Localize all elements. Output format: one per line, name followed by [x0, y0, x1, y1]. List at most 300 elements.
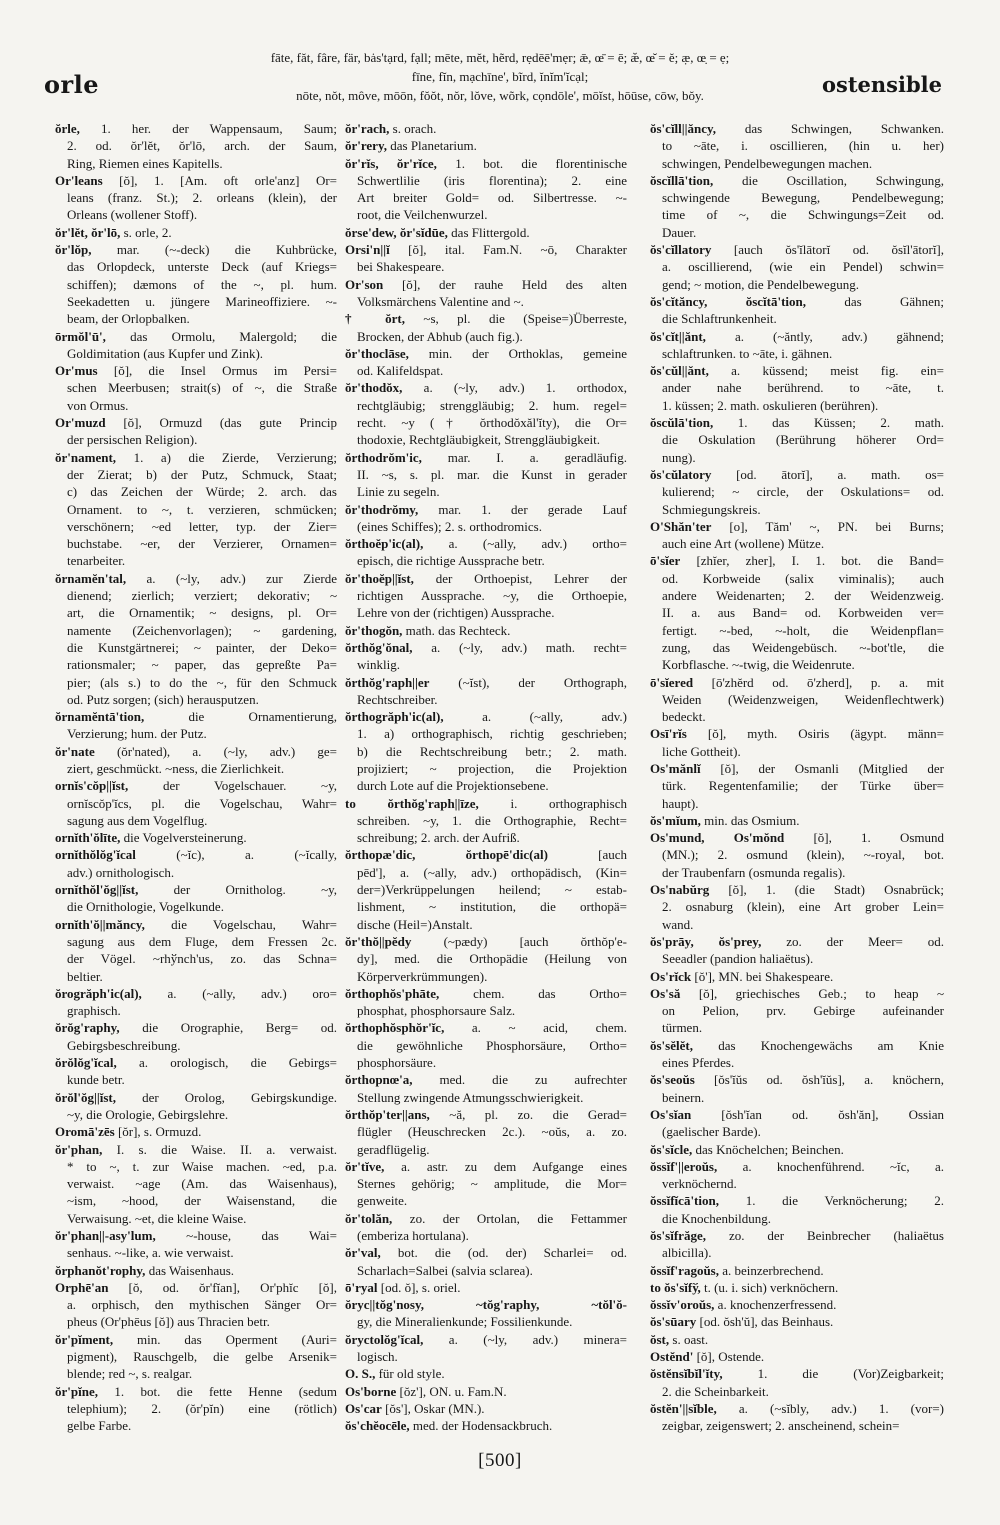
- headword: Oromā'zēs: [55, 1124, 115, 1140]
- entry-text: chem. das Ortho=: [473, 985, 627, 1001]
- entry-text: [ŏsh'ĭan od. ŏsh'ăn], Ossian: [721, 1106, 944, 1122]
- headword: ornĭthŏl'ŏg||ĭst,: [55, 882, 139, 898]
- dictionary-entry: [345, 1106, 627, 1158]
- headword: ŏr'thŏ||pĕdy: [345, 933, 412, 949]
- entry-text: (~ĭst), der Orthograph,: [458, 674, 627, 690]
- dictionary-entry: [650, 1331, 944, 1348]
- entry-line: b) die Rechtschreibung betr.; 2. math.: [357, 743, 627, 759]
- entry-line: der Vögel. ~rhўnch'us, zo. das Schna=: [67, 951, 337, 967]
- entry-text: a. küssend; meist fig. ein=: [731, 363, 945, 379]
- entry-text: mar. I. a. geradläufig.: [447, 449, 627, 465]
- dictionary-entry: [650, 1227, 944, 1262]
- headword: ŏrnamĕn'tal,: [55, 570, 127, 586]
- dictionary-entry: [650, 466, 944, 518]
- dictionary-entry: [345, 639, 627, 674]
- entry-text: a. (~ally, adv.) ortho=: [448, 536, 628, 552]
- entry-text: i. orthographisch: [510, 795, 627, 811]
- entry-line: die Knochenbildung.: [662, 1210, 772, 1226]
- headword: Os'sĭan: [650, 1106, 692, 1122]
- entry-line: Dauer.: [662, 224, 697, 240]
- entry-first-line: [55, 414, 337, 431]
- headword: ŏrthogrăph'ic(al),: [345, 709, 444, 725]
- entry-text: [ŏ], der rauhe Held des alten: [401, 276, 628, 292]
- entry-text: die Orographie, Berg= od.: [142, 1020, 338, 1036]
- entry-line: der Zierat; b) der Putz, Schmuck, Staat;: [67, 466, 337, 482]
- headword: Os'să: [650, 985, 681, 1001]
- entry-line: Ornament. to ~, t. verzieren, schmücken;: [67, 501, 337, 517]
- entry-text: s. oast.: [672, 1331, 709, 1347]
- entry-line: liche Gottheit).: [662, 743, 741, 759]
- entry-line: rechtgläubig; strenggläubig; 2. hum. regel=: [357, 397, 627, 413]
- entry-line: die gewöhnliche Phosphorsäure, Ortho=: [357, 1037, 627, 1053]
- headword: Or'mus: [55, 363, 98, 379]
- dictionary-entry: [55, 881, 337, 916]
- entry-first-line: [345, 795, 627, 812]
- dictionary-entry: [55, 1331, 337, 1383]
- entry-first-line: [650, 674, 944, 691]
- dictionary-entry: [345, 241, 627, 276]
- dictionary-entry: [55, 1089, 337, 1124]
- headword: ŏs'cŭl||ănt,: [650, 363, 709, 379]
- dictionary-entry: [345, 155, 627, 224]
- entry-first-line: [55, 449, 337, 466]
- entry-line: Linie zu segeln.: [357, 484, 440, 500]
- entry-text: [ŏr], s. Ormuzd.: [117, 1124, 202, 1140]
- dictionary-entry: [345, 345, 627, 380]
- dictionary-entry: [650, 812, 944, 829]
- entry-text: für old style.: [378, 1366, 445, 1382]
- entry-line: od. Korbweide (salix viminalis); auch: [662, 570, 944, 586]
- headword: ŏrnamĕntā'tion,: [55, 709, 145, 725]
- headword: ŏryctolŏg'ĭcal,: [345, 1331, 424, 1347]
- entry-first-line: [345, 1244, 627, 1261]
- entry-line: richtigen Aussprache. ~y, die Orthoepie,: [357, 588, 627, 604]
- headword: ŏrŏl'ŏg||ĭst,: [55, 1089, 116, 1105]
- entry-text: das Knöchelchen; Beinchen.: [695, 1141, 844, 1157]
- entry-line: Goldimitation (aus Kupfer und Zink).: [67, 345, 264, 361]
- entry-first-line: [55, 172, 337, 189]
- entry-line: schen Meerbusen; strait(s) of ~, die Straße: [67, 380, 337, 396]
- dictionary-entry: [345, 622, 627, 639]
- entry-line: die Ornithologie, Vogelkunde.: [67, 899, 224, 915]
- dictionary-entry: [650, 881, 944, 933]
- entry-text: [ŏ], griechisches Geb.; to heap ~: [698, 985, 944, 1001]
- entry-line: a. orphisch, den mythischen Sänger Or=: [67, 1297, 337, 1313]
- headword: Orphē'an: [55, 1279, 109, 1295]
- dictionary-entry: [650, 1313, 944, 1330]
- entry-first-line: [650, 120, 944, 137]
- entry-text: a. (~ly, adv.) zur Zierde: [146, 570, 337, 586]
- dictionary-entry: [55, 1141, 337, 1227]
- entry-text: 1. bot. die florentinische: [455, 155, 627, 171]
- dictionary-entry: [650, 829, 944, 881]
- entry-text: ~ă, pl. zo. die Gerad=: [449, 1106, 628, 1122]
- entry-first-line: [55, 224, 337, 241]
- entry-line: zeigbar, zeigenswert; 2. anscheinend, schein=: [662, 1418, 900, 1434]
- headword: ŏst,: [650, 1331, 670, 1347]
- headword: ō'ryal: [345, 1279, 378, 1295]
- entry-first-line: [345, 501, 627, 518]
- entry-first-line: [55, 1331, 337, 1348]
- dictionary-entry: [55, 846, 337, 881]
- headword: Os'mănlĭ: [650, 760, 701, 776]
- page-number: [500]: [478, 1450, 522, 1471]
- dictionary-entry: [650, 1071, 944, 1106]
- dictionary-entry: [345, 276, 627, 311]
- dictionary-entry: [55, 1227, 337, 1262]
- entry-text: mar. 1. der gerade Lauf: [438, 501, 628, 517]
- entry-line: pheus (Or'phēus [ŏ]) aus Thracien betr.: [67, 1314, 270, 1330]
- entry-line: albicilla).: [662, 1245, 712, 1261]
- entry-line: ~ism, ~hood, der Waisenstand, die: [67, 1193, 337, 1209]
- entry-line: der persischen Religion).: [67, 432, 198, 448]
- entry-line: pēd'], a. (~ally, adv.) orthopädisch, (Kin=: [357, 864, 627, 880]
- dictionary-entry: [55, 1279, 337, 1331]
- entry-line: zung, das Weidengebüsch. ~-bot'tle, die: [662, 639, 944, 655]
- entry-line: schwingen, Pendelbewegungen machen.: [662, 155, 873, 171]
- entry-line: 2. osnaburg (klein), eine Art grober Lein=: [662, 899, 944, 915]
- entry-text: [ŏ], Ormuzd (das gute Princip: [123, 415, 337, 431]
- entry-text: (~pædy) [auch ŏrthŏp'e-: [443, 933, 627, 949]
- dictionary-entry: [55, 241, 337, 327]
- entry-text: [ŏs'], Oskar (MN.).: [385, 1400, 485, 1416]
- entry-text: der Orthoepist, Lehrer der: [435, 570, 627, 586]
- entry-text: med. der Hodensackbruch.: [412, 1418, 553, 1434]
- entry-text: [zhĭer, zher], I. 1. bot. die Band=: [696, 553, 944, 569]
- entry-line: sagung aus dem Fluge, dem Fressen 2c.: [67, 933, 337, 949]
- entry-line: bei Shakespeare.: [357, 259, 445, 275]
- entry-text: zo. der Meer= od.: [786, 933, 944, 949]
- entry-text: [od. ŏ], s. oriel.: [380, 1279, 461, 1295]
- entry-line: ~y, die Orologie, Gebirgslehre.: [67, 1106, 229, 1122]
- entry-first-line: [55, 120, 337, 137]
- entry-line: beinern.: [662, 1089, 705, 1105]
- entry-text: zo. der Beinbrecher (haliaëtus: [728, 1228, 944, 1243]
- entry-first-line: [650, 1365, 944, 1382]
- dictionary-entry: [55, 120, 337, 172]
- headword: ŏs'cĭll||ăncy,: [650, 121, 717, 136]
- dictionary-entry: [650, 1262, 944, 1279]
- headword: ŏs'prāy, ŏs'prey,: [650, 933, 762, 949]
- dictionary-entry: [55, 985, 337, 1020]
- dictionary-entry: [345, 501, 627, 536]
- headword: Os'car: [345, 1400, 382, 1416]
- dictionary-entry: [650, 1192, 944, 1227]
- entry-text: 1. bot. die fette Henne (sedum: [114, 1383, 337, 1399]
- entry-text: zo. der Ortolan, die Fettammer: [409, 1210, 628, 1226]
- entry-line: haupt).: [662, 795, 699, 811]
- entry-text: [ŏ], myth. Osiris (ägypt. männ=: [707, 726, 944, 742]
- entry-line: genweite.: [357, 1193, 408, 1209]
- dictionary-entry: [55, 172, 337, 224]
- entry-line: sagung aus dem Vogelflug.: [67, 812, 208, 828]
- entry-line: auch eine Art (wollene) Mütze.: [662, 536, 825, 552]
- dictionary-entry: [345, 846, 627, 932]
- entry-text: (~ĭc), a. (~ĭcally,: [176, 847, 337, 863]
- entry-text: bot. die (od. der) Scharlei= od.: [397, 1245, 627, 1261]
- entry-line: rationsmaler; ~ paper, das gepreßte Pa=: [67, 657, 337, 673]
- entry-first-line: [650, 241, 944, 258]
- dictionary-entry: [345, 1244, 627, 1279]
- headword: ŏrse'dew, ŏr'sĭdūe,: [345, 224, 448, 240]
- entry-text: a. beinzerbrechend.: [722, 1262, 824, 1278]
- running-head-last-word: ostensible: [822, 72, 942, 97]
- headword: Orsi'n||ĭ: [345, 242, 390, 258]
- dictionary-entry: [55, 224, 337, 241]
- entry-first-line: [345, 1106, 627, 1123]
- entry-first-line: [650, 725, 944, 742]
- entry-line: recht. ~y († ŏrthodŏxăl'ĭty), die Or=: [357, 415, 627, 431]
- entry-first-line: [650, 1331, 944, 1348]
- entry-text: die Vogelversteinerung.: [123, 830, 247, 846]
- entry-first-line: [345, 137, 627, 154]
- entry-first-line: [650, 328, 944, 345]
- entry-text: t. (u. i. sich) verknöchern.: [703, 1279, 839, 1295]
- dictionary-entry: [55, 570, 337, 708]
- entry-text: mar. (~-deck) die Kuhbrücke,: [116, 242, 337, 258]
- entry-first-line: [650, 1158, 944, 1175]
- entry-first-line: [650, 1037, 944, 1054]
- pronunciation-key-line: fāte, făt, fâre, fär, bȧs'tạrd, fạll; mēte, mĕt, hẽrd, rẹdēē'mẹr; ǣ, œ̄ = ē; æ̆, œ̆ = ĕ; æ̣, œ̣ = ẹ;: [270, 50, 730, 65]
- entry-first-line: [345, 1071, 627, 1088]
- headword: ŏs'chĕocēle,: [345, 1418, 410, 1434]
- entry-text: min. das Operment (Auri=: [137, 1331, 338, 1347]
- dictionary-entry: [345, 1158, 627, 1210]
- dictionary-entry: [55, 362, 337, 414]
- headword: to ŏrthŏg'raph||īze,: [345, 795, 479, 811]
- entry-text: ~-house, das Wai=: [186, 1228, 337, 1243]
- entry-text: die Oscillation, Schwingung,: [742, 172, 945, 188]
- entry-line: Korbflasche. ~-twig, die Weidenrute.: [662, 657, 855, 673]
- dictionary-column-3: [650, 120, 944, 1435]
- headword: ŏscĭllā'tion,: [650, 172, 714, 188]
- headword: ŏr'tolăn,: [345, 1210, 393, 1226]
- entry-first-line: [55, 846, 337, 863]
- dictionary-entry: [55, 449, 337, 570]
- headword: ŏr'rery,: [345, 138, 387, 154]
- entry-line: Gebirgsbeschreibung.: [67, 1037, 181, 1053]
- dictionary-entry: [55, 829, 337, 846]
- entry-first-line: [345, 310, 627, 327]
- entry-line: 2. die Scheinbarkeit.: [662, 1383, 769, 1399]
- entry-first-line: [650, 1262, 944, 1279]
- headword: ŏrthoĕp'ic(al),: [345, 536, 424, 552]
- entry-first-line: [650, 414, 944, 431]
- headword: ŏr'thodrŏmy,: [345, 501, 419, 517]
- headword: ŏrŏlŏg'ĭcal,: [55, 1055, 117, 1071]
- entry-line: to ~āte, i. oscillieren, (hin u. her): [662, 138, 944, 154]
- headword: ŏstĕnsĭbĭl'ĭty,: [650, 1366, 723, 1382]
- dictionary-entry: [345, 1365, 627, 1382]
- entry-line: ander nahe berührend. to ~āte, t.: [662, 380, 944, 396]
- entry-text: das Flittergold.: [451, 224, 530, 240]
- entry-text: a. (~ally, adv.) oro=: [167, 985, 338, 1001]
- entry-first-line: [345, 1365, 627, 1382]
- entry-line: pier; (als s.) to do the ~, für den Schmuck: [67, 674, 337, 690]
- headword: Ostĕnd': [650, 1349, 694, 1365]
- headword: ŏryc||tŏg'nosy, ~tŏg'raphy, ~tŏl'ŏ-: [345, 1297, 627, 1313]
- dictionary-entry: [55, 708, 337, 743]
- entry-line: geradflügelig.: [357, 1141, 430, 1157]
- entry-first-line: [55, 1383, 337, 1400]
- entry-line: Körperverkrümmungen).: [357, 968, 488, 984]
- entry-text: a. (~ly, adv.) math. recht=: [431, 639, 627, 655]
- entry-first-line: [55, 985, 337, 1002]
- entry-first-line: [650, 1400, 944, 1417]
- headword: ŏstĕn'||sĭble,: [650, 1400, 717, 1416]
- entry-first-line: [650, 968, 944, 985]
- entry-first-line: [650, 1227, 944, 1244]
- entry-line: logisch.: [357, 1349, 398, 1365]
- entry-line: 1. küssen; 2. math. oskulieren (berühren).: [662, 397, 879, 413]
- dictionary-entry: [55, 916, 337, 985]
- entry-line: türmen.: [662, 1020, 703, 1036]
- headword: O. S.,: [345, 1366, 376, 1382]
- headword: Os'rĭck: [650, 968, 692, 984]
- dictionary-entry: [55, 328, 337, 363]
- headword: ŏrthodrŏm'ic,: [345, 449, 422, 465]
- entry-line: adv.) ornithologisch.: [67, 864, 175, 880]
- entry-line: flügler (Heuschrecken 2c.). ~oŭs, a. zo.: [357, 1124, 627, 1140]
- entry-first-line: [55, 1279, 337, 1296]
- entry-line: Art breiter Gold= od. Silbertresse. ~-: [357, 190, 627, 206]
- entry-line: die Schlaftrunkenheit.: [662, 311, 777, 327]
- entry-text: [auch: [598, 847, 627, 863]
- dictionary-entry: [345, 1279, 627, 1296]
- entry-text: der Vogelschauer. ~y,: [162, 778, 337, 794]
- entry-text: math. das Rechteck.: [405, 622, 511, 638]
- entry-first-line: [345, 1383, 627, 1400]
- headword: ŏr'thoĕp||ĭst,: [345, 570, 414, 586]
- entry-text: [od. ātorĭ], a. math. os=: [736, 466, 945, 482]
- dictionary-entry: [345, 708, 627, 794]
- entry-text: med. die zu aufrechter: [439, 1072, 627, 1088]
- dictionary-entry: [650, 241, 944, 293]
- headword: ornĭthŏlŏg'ĭcal: [55, 847, 136, 863]
- dictionary-entry: [345, 933, 627, 985]
- dictionary-entry: [345, 1071, 627, 1106]
- entry-line: 1. a) orthographisch, richtig geschrieben;: [357, 726, 627, 742]
- entry-first-line: [55, 1123, 337, 1140]
- dictionary-entry: [650, 1279, 944, 1296]
- dictionary-entry: [345, 1417, 627, 1434]
- entry-first-line: [650, 1313, 944, 1330]
- entry-first-line: [55, 1089, 337, 1106]
- headword: ŏrthŏp'ter||ans,: [345, 1106, 430, 1122]
- headword: Or'muzd: [55, 415, 106, 431]
- entry-first-line: [345, 535, 627, 552]
- entry-text: [ŏ], ital. Fam.N. ~ō, Charakter: [408, 242, 627, 258]
- entry-text: [ŏ], 1. [Am. oft orle'anz] Or=: [119, 172, 338, 188]
- entry-line: projiziert; ~ projection, die Projektion: [357, 760, 627, 776]
- entry-text: 1. her. der Wappensaum, Saum;: [101, 121, 338, 136]
- entry-text: 1. die (Vor)Zeigbarkeit;: [757, 1366, 945, 1382]
- entry-first-line: [345, 1019, 627, 1036]
- entry-text: a. knochenzerfressend.: [717, 1297, 837, 1313]
- entry-text: [ŏ], der Osmanli (Mitglied der: [720, 760, 945, 776]
- dictionary-entry: [345, 1331, 627, 1366]
- entry-first-line: [650, 552, 944, 569]
- entry-line: Verwaisung. ~et, die kleine Waise.: [67, 1210, 247, 1226]
- dictionary-entry: [345, 1019, 627, 1071]
- entry-line: Scharlach=Salbei (salvia sclarea).: [357, 1262, 533, 1278]
- entry-first-line: [345, 846, 627, 863]
- entry-first-line: [55, 1141, 337, 1158]
- dictionary-entry: [345, 137, 627, 154]
- entry-line: blende; red ~, s. realgar.: [67, 1366, 193, 1382]
- dictionary-entry: [650, 172, 944, 241]
- headword: ŏs'mĭum,: [650, 812, 701, 828]
- entry-line: Verzierung; hum. der Putz.: [67, 726, 207, 742]
- headword: ŏs'cŭlatory: [650, 466, 712, 482]
- entry-text: min. der Orthoklas, gemeine: [428, 345, 627, 361]
- entry-line: schiffen); dæmons of the ~, pl. hum.: [67, 276, 337, 292]
- entry-first-line: [650, 518, 944, 535]
- entry-text: min. das Osmium.: [704, 812, 800, 828]
- entry-line: der=)Verkrüppelungen heilend; ~ estab-: [357, 882, 627, 898]
- entry-line: senhaus. ~-like, a. wie verwaist.: [67, 1245, 234, 1261]
- entry-first-line: [650, 829, 944, 846]
- entry-line: od. Putz sorgen; (sich) herausputzen.: [67, 691, 259, 707]
- entry-line: winklig.: [357, 657, 400, 673]
- entry-line: tenarbeiter.: [67, 553, 126, 569]
- entry-line: der Traubenfarn (osmunda regalis).: [662, 864, 846, 880]
- headword: ŏr'rĭs, ŏr'rĭce,: [345, 155, 437, 171]
- entry-line: verknöchernd.: [662, 1176, 737, 1192]
- headword: ŏr'rach,: [345, 121, 390, 136]
- entry-line: das Orlopdeck, unterste Deck (auf Kriegs=: [67, 259, 337, 275]
- entry-text: der Ornitholog. ~y,: [173, 882, 338, 898]
- dictionary-entry: [55, 1019, 337, 1054]
- entry-text: [ŏ], Ostende.: [696, 1349, 765, 1365]
- headword: ŏs'sūary: [650, 1314, 697, 1330]
- entry-first-line: [345, 708, 627, 725]
- dictionary-column-1: [55, 120, 337, 1435]
- entry-line: Seekadetten u. jüngere Marineoffiziere. ~-: [67, 293, 337, 309]
- entry-line: türk. Regentenfamilie; der Türke über=: [662, 778, 944, 794]
- headword: ŏr'phan||-asy'lum,: [55, 1228, 156, 1243]
- dictionary-entry: [55, 414, 337, 449]
- dictionary-entry: [345, 379, 627, 448]
- dictionary-entry: [650, 968, 944, 985]
- entry-line: (eines Schiffes); 2. s. orthodromics.: [357, 518, 542, 534]
- entry-first-line: [650, 1192, 944, 1209]
- dictionary-entry: [650, 1037, 944, 1072]
- entry-text: das Gähnen;: [844, 293, 945, 309]
- entry-text: 1. die Verknöcherung; 2.: [745, 1193, 944, 1209]
- headword: ŏrthŏg'ŏnal,: [345, 639, 413, 655]
- entry-first-line: [345, 155, 627, 172]
- entry-text: a. orologisch, die Gebirgs=: [139, 1055, 338, 1071]
- entry-line: Ring, Riemen eines Kapitells.: [67, 155, 223, 171]
- entry-text: ~s, pl. die (Speise=)Überreste,: [423, 311, 627, 327]
- dictionary-entry: [345, 795, 627, 847]
- dictionary-entry: [55, 743, 337, 778]
- entry-first-line: [650, 1141, 944, 1158]
- entry-line: Lehre von der (richtigen) Aussprache.: [357, 605, 555, 621]
- headword: ornĭth'ŏlīte,: [55, 830, 121, 846]
- entry-text: a. (~ly, adv.) minera=: [448, 1331, 627, 1347]
- running-head-first-word: orle: [44, 70, 100, 99]
- entry-text: der Orolog, Gebirgskundige.: [142, 1089, 337, 1105]
- dictionary-entry: [650, 760, 944, 812]
- entry-text: das Waisenhaus.: [148, 1262, 235, 1278]
- entry-first-line: [55, 241, 337, 258]
- entry-first-line: [650, 881, 944, 898]
- headword: ŏs'cĭllatory: [650, 242, 712, 258]
- entry-first-line: [55, 328, 337, 345]
- headword: ō'sĭered: [650, 674, 694, 690]
